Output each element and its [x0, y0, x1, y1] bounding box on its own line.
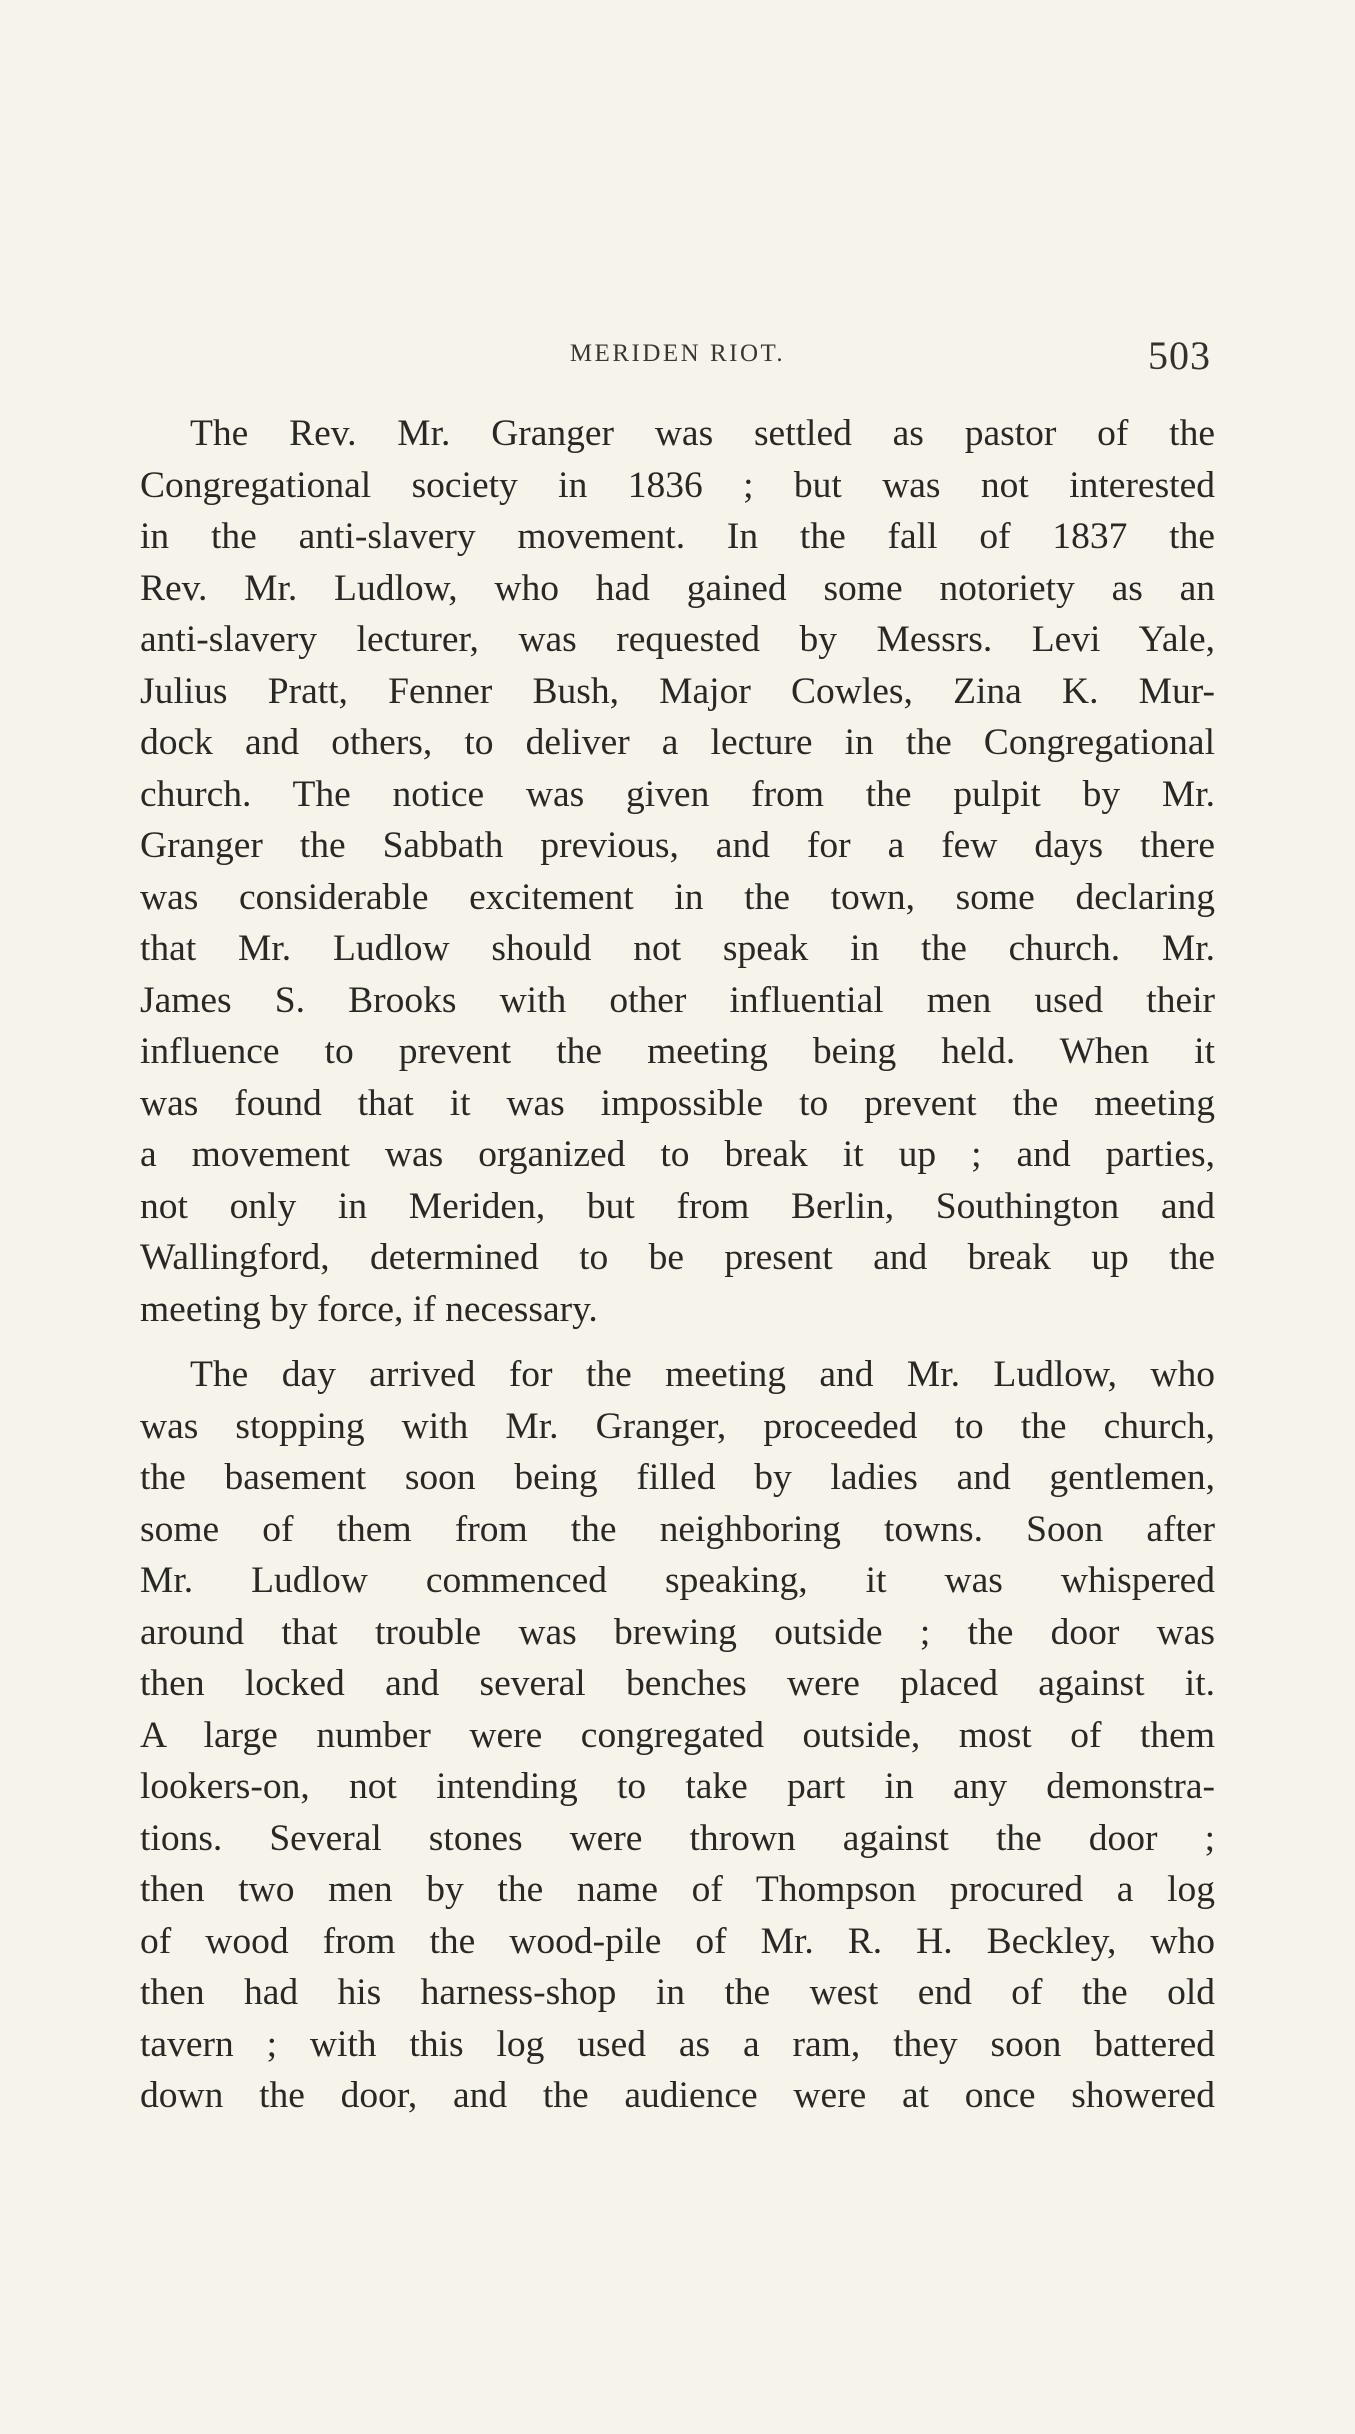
paragraph-1 [140, 408, 1215, 1335]
text-line: that Mr. Ludlow should not speak in the church. Mr. [140, 928, 1215, 969]
text-line: was found that it was impossible to prevent the meeting [140, 1082, 1215, 1124]
text-line: influence to prevent the meeting being held. When it [140, 1031, 1215, 1072]
text-line: The Rev. Mr. Granger was settled as pastor of the [190, 413, 1215, 454]
text-line: anti-slavery lecturer, was requested by Messrs. Levi Yale, [140, 619, 1215, 660]
text-line: A large number were congregated outside, most of them [140, 1714, 1215, 1756]
text-line: tavern ; with this log used as a ram, they soon battered [140, 2023, 1215, 2065]
text-line: then locked and several benches were placed against it. [140, 1663, 1215, 1704]
text-line: then two men by the name of Thompson procured a log [140, 1869, 1215, 1910]
page-number: 503 [1148, 333, 1211, 378]
text-line: tions. Several stones were thrown against the door ; [140, 1817, 1215, 1859]
text-line: was stopping with Mr. Granger, proceeded to the church, [140, 1405, 1215, 1447]
text-line: the basement soon being filled by ladies and gentlemen, [140, 1457, 1215, 1498]
text-line: a movement was organized to break it up ; and parties, [140, 1134, 1215, 1175]
text-line: around that trouble was brewing outside ; the door was [140, 1611, 1215, 1653]
paragraph-gap [140, 1335, 1215, 1349]
text-line: James S. Brooks with other influential men used their [140, 979, 1215, 1021]
text-line: not only in Meriden, but from Berlin, Southington and [140, 1185, 1215, 1227]
text-line: church. The notice was given from the pulpit by Mr. [140, 773, 1215, 815]
body-text [140, 408, 1215, 2122]
text-line: Granger the Sabbath previous, and for a few days there [140, 825, 1215, 866]
text-line: The day arrived for the meeting and Mr. Ludlow, who [190, 1354, 1215, 1395]
text-line: Congregational society in 1836 ; but was not interested [140, 464, 1215, 506]
text-line: Mr. Ludlow commenced speaking, it was whispered [140, 1560, 1215, 1601]
text-line: Rev. Mr. Ludlow, who had gained some notoriety as an [140, 567, 1215, 609]
text-line: in the anti-slavery movement. In the fall of 1837 the [140, 516, 1215, 557]
text-line: then had his harness-shop in the west end of the old [140, 1972, 1215, 2013]
text-line: lookers-on, not intending to take part in any demonstra- [140, 1766, 1215, 1807]
text-line: was considerable excitement in the town, some declaring [140, 876, 1215, 918]
running-title: MERIDEN RIOT. [569, 340, 786, 367]
paragraph-2 [140, 1349, 1215, 2122]
text-line: down the door, and the audience were at once showered [140, 2075, 1215, 2116]
text-line: dock and others, to deliver a lecture in the Congregational [140, 722, 1215, 763]
text-line: of wood from the wood-pile of Mr. R. H. Beckley, who [140, 1920, 1215, 1962]
running-head [140, 332, 1215, 392]
text-line: Julius Pratt, Fenner Bush, Major Cowles, Zina K. Mur- [140, 670, 1215, 712]
text-line: Wallingford, determined to be present and break up the [140, 1237, 1215, 1278]
text-line: meeting by force, if necessary. [140, 1288, 598, 1330]
text-line: some of them from the neighboring towns. Soon after [140, 1508, 1215, 1550]
